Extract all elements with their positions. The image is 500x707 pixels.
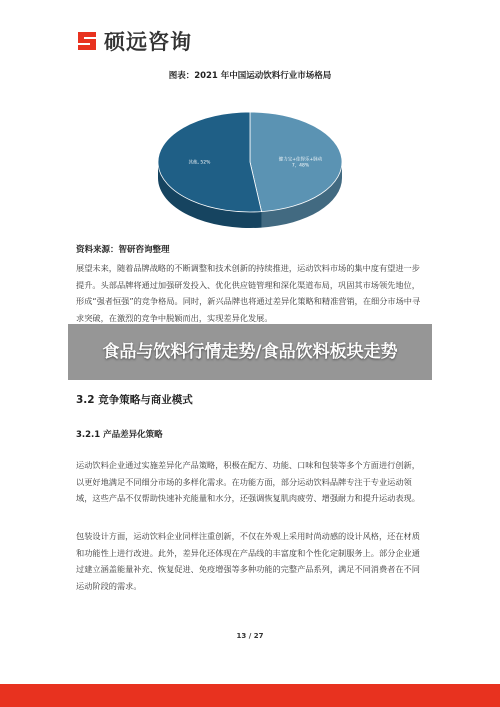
subsection-heading: 3.2.1 产品差异化策略 bbox=[76, 430, 163, 440]
chart-title: 图表：2021 年中国运动饮料行业市场格局 bbox=[168, 71, 332, 81]
overlay-banner[interactable] bbox=[68, 324, 432, 380]
page-number: 13 / 27 bbox=[236, 632, 264, 640]
logo-text: 硕远咨询 bbox=[104, 30, 192, 54]
logo-mark-icon bbox=[76, 30, 98, 52]
pie-chart-svg bbox=[150, 104, 350, 244]
pie-chart bbox=[150, 104, 350, 244]
pie-label-1: 其他, 52% bbox=[188, 160, 211, 166]
paragraph-differentiation: 运动饮料企业通过实施差异化产品策略，积极在配方、功能、口味和包装等多个方面进行创新，以更好地满足不同细分市场的多样化需求。在功能方面，部分运动饮料品牌专注于专业运动领域，这些产品不仅帮助快速补充能量和水分，还强调恢复肌肉疲劳、增强耐力和提升运动表现。 bbox=[76, 460, 420, 503]
paragraph-packaging: 包装设计方面，运动饮料企业同样注重创新，不仅在外观上采用时尚动感的设计风格，还在材质和功能性上进行改进。此外，差异化还体现在产品线的丰富度和个性化定制服务上。部分企业通过建立涵盖能量补充、恢复促进、免疫增强等多种功能的完整产品系列，满足不同消费者在不同运动阶段的需求。 bbox=[76, 531, 420, 591]
overlay-banner-text: 食品与饮料行情走势/食品饮料板块走势 bbox=[102, 341, 398, 362]
paragraph-outlook: 展望未来，随着品牌战略的不断调整和技术创新的持续推进，运动饮料市场的集中度有望进一步提升。头部品牌将通过加强研发投入、优化供应链管理和深化渠道布局，巩固其市场领先地位，形成“强者恒强”的竞争格局。同时，新兴品牌也将通过差异化策略和精准营销，在细分市场中寻求突破，在激烈的竞争中脱颖而出，实现差异化发展。 bbox=[76, 263, 421, 323]
pie-label-0: 健力宝+佳得乐+脉动 7，48% bbox=[278, 157, 323, 169]
figure-source: 资料来源：智研咨询整理 bbox=[76, 245, 170, 255]
section-heading: 3.2 竞争策略与商业模式 bbox=[76, 394, 193, 406]
footer-bar bbox=[0, 684, 500, 707]
brand-logo bbox=[76, 26, 192, 56]
